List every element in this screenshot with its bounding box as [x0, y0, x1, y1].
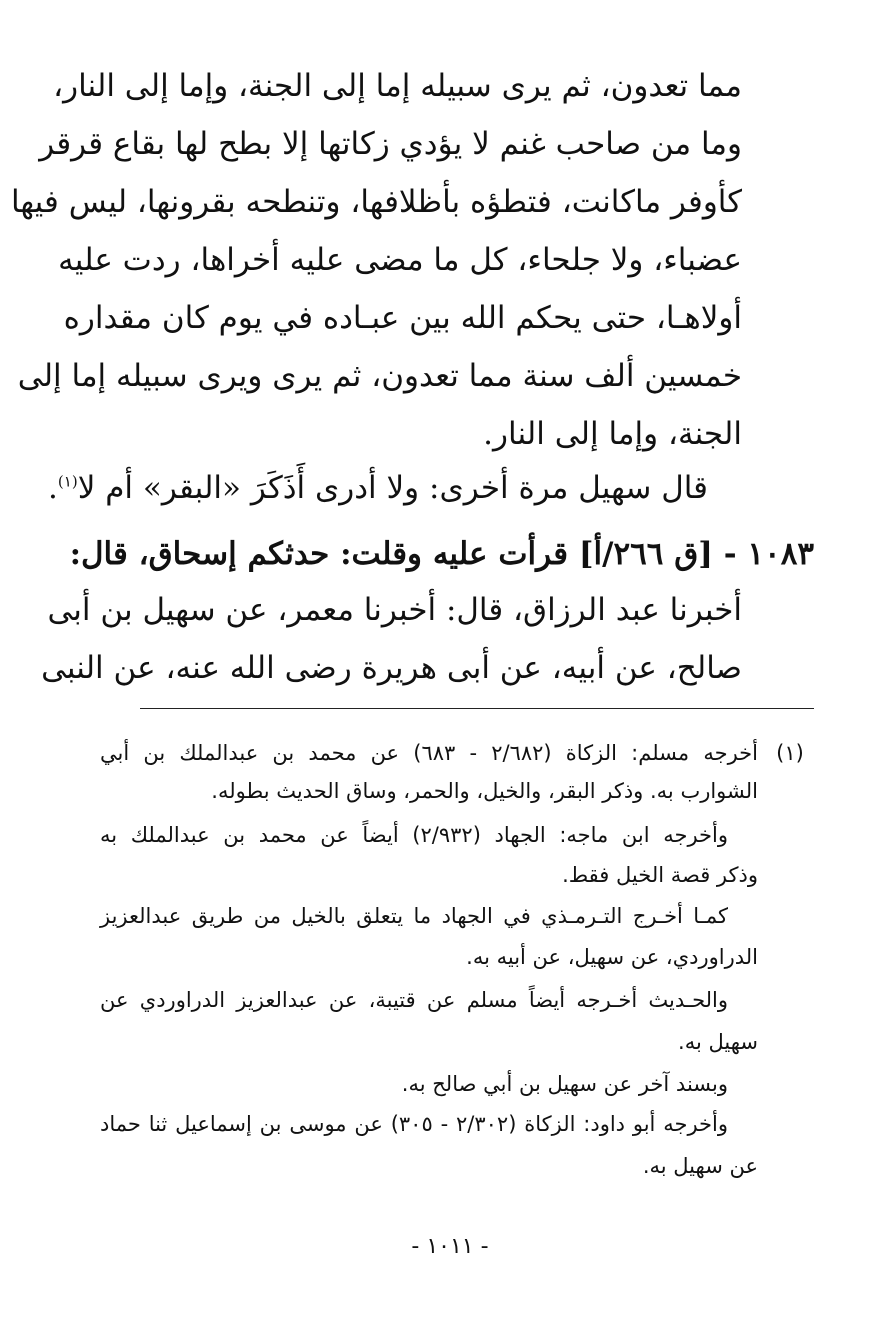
- footnote-line: كمـا أخـرج التـرمـذي في الجهاد ما يتعلق بالخيل من طريق عبدالعزيز: [100, 904, 728, 928]
- footnote-line: والحـديث أخـرجه أيضاً مسلم عن قتيبة، عن عبدالعزيز الدراوردي عن: [100, 988, 728, 1012]
- footnote-line: الشوارب به. وذكر البقر، والخيل، والحمر، وساق الحديث بطوله.: [211, 779, 758, 803]
- isnad-line: أخبرنا عبد الرزاق، قال: أخبرنا معمر، عن سهيل بن أبى: [47, 592, 742, 628]
- footnote-number: (١): [776, 741, 804, 765]
- footnote-separator: [140, 708, 814, 709]
- footnote-line: سهيل به.: [678, 1030, 758, 1054]
- isnad-line: صالح، عن أبيه، عن أبى هريرة رضى الله عنه، عن النبى: [41, 650, 742, 686]
- footnote-line: وذكر قصة الخيل فقط.: [562, 863, 758, 887]
- footnote-line: الدراوردي، عن سهيل، عن أبيه به.: [466, 945, 758, 969]
- text-line: أولاهـا، حتى يحكم الله بين عبـاده في يوم كان مقداره: [63, 300, 742, 336]
- footnote-line: وأخرجه ابن ماجه: الجهاد (٢/٩٣٢) أيضاً عن محمد بن عبدالملك به: [100, 823, 728, 847]
- footnote-line: وأخرجه أبو داود: الزكاة (٢/٣٠٢ - ٣٠٥) عن موسى بن إسماعيل ثنا حماد: [100, 1112, 728, 1136]
- hadith-heading: ١٠٨٣ - [ق ٢٦٦/أ] قرأت عليه وقلت: حدثكم إسحاق، قال:: [69, 536, 814, 572]
- footnote-line: وبسند آخر عن سهيل بن أبي صالح به.: [401, 1072, 728, 1096]
- text-line: عضباء، ولا جلحاء، كل ما مضى عليه أخراها، ردت عليه: [58, 242, 742, 278]
- text-line: مما تعدون، ثم يرى سبيله إما إلى الجنة، وإما إلى النار،: [53, 68, 742, 104]
- text-line: كأوفر ماكانت، فتطؤه بأظلافها، وتنطحه بقرونها، ليس فيها: [10, 184, 742, 220]
- suhail-text: قال سهيل مرة أخرى: ولا أدرى أَذَكَرَ «البقر» أم لا: [77, 470, 708, 506]
- text-line: وما من صاحب غنم لا يؤدي زكاتها إلا بطح لها بقاع قرقر: [39, 126, 742, 162]
- footnote-marker: (١): [57, 472, 78, 491]
- text-line: الجنة، وإما إلى النار.: [483, 416, 742, 452]
- footnote-line: عن سهيل به.: [642, 1154, 758, 1178]
- suhail-statement: [48, 462, 708, 514]
- page-number: - ١٠١١ -: [411, 1234, 489, 1259]
- suhail-end: .: [48, 470, 58, 506]
- text-line: خمسين ألف سنة مما تعدون، ثم يرى ويرى سبيله إما إلى: [17, 358, 742, 394]
- footnote-line: أخرجه مسلم: الزكاة (٢/٦٨٢ - ٦٨٣) عن محمد بن عبدالملك بن أبي: [100, 741, 758, 765]
